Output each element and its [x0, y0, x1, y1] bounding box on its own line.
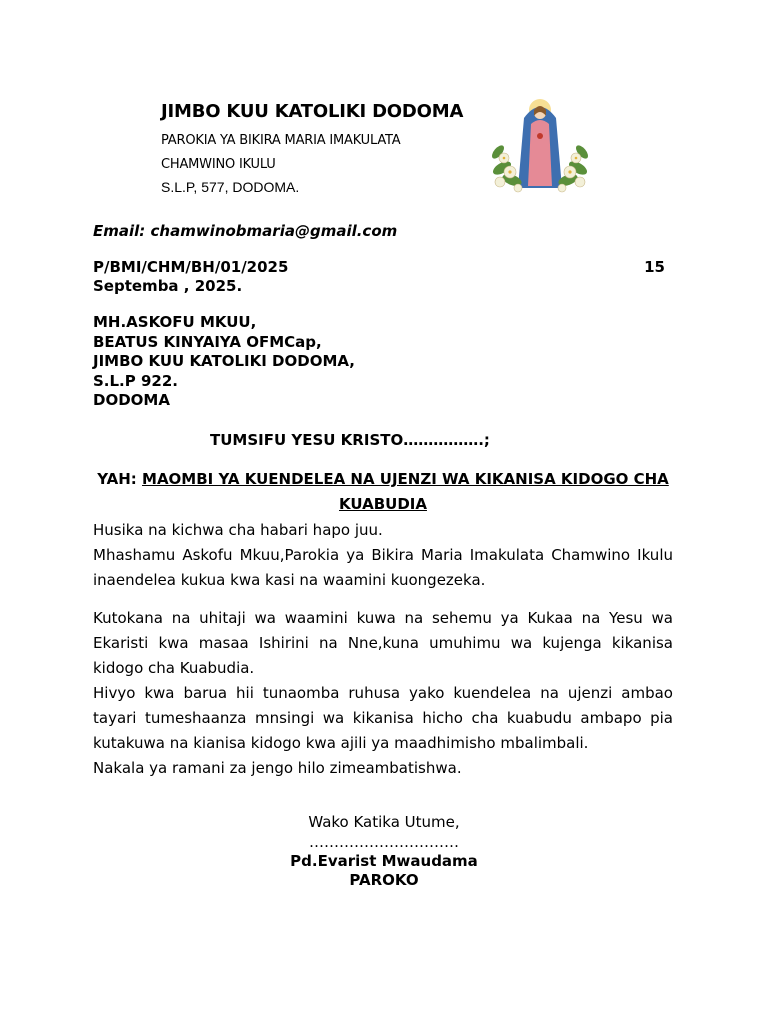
- diocese-title: JIMBO KUU KATOLIKI DODOMA: [161, 101, 464, 122]
- parish-po-box: S.L.P, 577, DODOMA.: [161, 179, 300, 195]
- date-month-year: Septemba , 2025.: [93, 277, 243, 295]
- closing-text: Wako Katika Utume,: [308, 813, 460, 831]
- recipient-line: JIMBO KUU KATOLIKI DODOMA,: [93, 352, 355, 370]
- subject-text: MAOMBI YA KUENDELEA NA UJENZI WA KIKANISA KIDOGO CHA KUABUDIA: [142, 470, 669, 513]
- body-paragraph: Husika na kichwa cha habari hapo juu.: [93, 521, 383, 539]
- reference-block: [93, 258, 673, 296]
- date-day: 15: [644, 258, 665, 276]
- subject-prefix: YAH:: [97, 470, 143, 488]
- body-paragraph: Hivyo kwa barua hii tunaomba ruhusa yako kuendelea na ujenzi ambao tayari tumeshaanza mnsingi wa kikanisa hicho cha kuabudu ambapo pia kutakuwa na kianisa kidogo kwa ajili ya maadhimisho mbalimbali.: [93, 684, 673, 752]
- recipient-line: S.L.P 922.: [93, 371, 178, 390]
- recipient-line: MH.ASKOFU MKUU,: [93, 313, 257, 331]
- body-paragraph: Kutokana na uhitaji wa waamini kuwa na sehemu ya Kukaa na Yesu wa Ekaristi kwa masaa Ishirini na Nne,kuna umuhimu wa kujenga kikanisa kidogo cha Kuabudia.: [93, 609, 673, 677]
- signer-title: PAROKO: [349, 871, 419, 889]
- email-address: Email: chamwinobmaria@gmail.com: [93, 222, 398, 240]
- virgin-mary-emblem: [488, 96, 592, 196]
- recipient-line: BEATUS KINYAIYA OFMCap,: [93, 332, 322, 351]
- parish-location: CHAMWINO IKULU: [161, 157, 276, 172]
- letter-body: [93, 518, 673, 781]
- body-paragraph: Nakala ya ramani za jengo hilo zimeambatishwa.: [93, 759, 462, 777]
- recipient-line: DODOMA: [93, 391, 170, 409]
- greeting-text: TUMSIFU YESU KRISTO…………….;: [210, 431, 490, 449]
- reference-number: P/BMI/CHM/BH/01/2025: [93, 258, 289, 276]
- signature-block: [93, 811, 675, 890]
- parish-name: PAROKIA YA BIKIRA MARIA IMAKULATA: [161, 133, 401, 148]
- signature-dots: …………………………: [309, 833, 459, 851]
- body-paragraph: Mhashamu Askofu Mkuu,Parokia ya Bikira Maria Imakulata Chamwino Ikulu inaendelea kukua kwa kasi na waamini kuongezeka.: [93, 546, 673, 589]
- recipient-address: [93, 313, 355, 411]
- signer-name: Pd.Evarist Mwaudama: [290, 852, 478, 870]
- subject-line: [93, 467, 673, 517]
